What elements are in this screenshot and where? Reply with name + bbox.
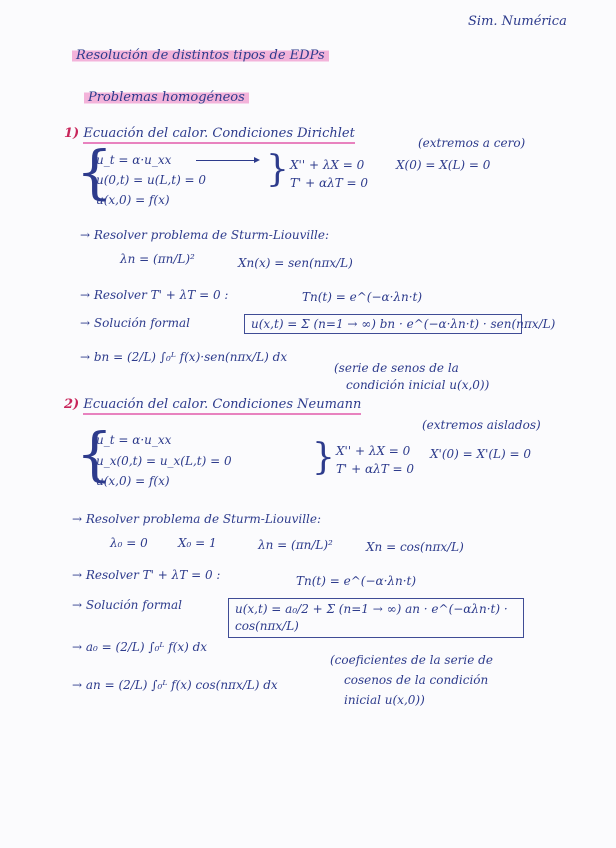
bn-note-line2: condición inicial u(x,0)) bbox=[346, 378, 490, 392]
section-subtitle: Problemas homogéneos bbox=[84, 90, 249, 105]
ode-t-2: T' + αλT = 0 bbox=[336, 462, 415, 476]
an-note-line3: inicial u(x,0)) bbox=[344, 693, 425, 707]
pde-equation-1: u_t = α·u_xx bbox=[96, 153, 172, 167]
left-brace-2: { bbox=[76, 420, 113, 488]
right-brace-2: } bbox=[312, 437, 335, 478]
coef-bn: → bn = (2/L) ∫₀ᴸ f(x)·sen(nπx/L) dx bbox=[80, 350, 288, 364]
course-label: Sim. Numérica bbox=[468, 14, 567, 29]
bn-note-line1: (serie de senos de la bbox=[334, 361, 459, 375]
x-bc-1: X(0) = X(L) = 0 bbox=[396, 158, 491, 172]
step-sturm-1: → Resolver problema de Sturm-Liouville: bbox=[80, 228, 330, 242]
formal-solution-box-2: u(x,t) = a₀/2 + Σ (n=1 → ∞) an · e^(−αλn·t) · cos(nπx/L) bbox=[228, 598, 524, 638]
left-brace-1: { bbox=[76, 138, 113, 206]
eigenfunction-1: Xn(x) = sen(nπx/L) bbox=[238, 256, 353, 270]
initial-condition-1: u(x,0) = f(x) bbox=[96, 193, 170, 207]
boundary-condition-1: u(0,t) = u(L,t) = 0 bbox=[96, 173, 207, 187]
tn-solution-1: Tn(t) = e^(−α·λn·t) bbox=[302, 290, 423, 304]
step-sturm-2: → Resolver problema de Sturm-Liouville: bbox=[72, 512, 322, 526]
coef-an: → an = (2/L) ∫₀ᴸ f(x) cos(nπx/L) dx bbox=[72, 678, 278, 692]
an-note-line1: (coeficientes de la serie de bbox=[330, 653, 493, 667]
coef-a0: → a₀ = (2/L) ∫₀ᴸ f(x) dx bbox=[72, 640, 208, 654]
page-title: Resolución de distintos tipos de EDPs bbox=[72, 48, 329, 63]
ode-t-1: T' + αλT = 0 bbox=[290, 176, 369, 190]
eigenvalue-1: λn = (πn/L)² bbox=[120, 252, 195, 266]
section-2-heading: 2) Ecuación del calor. Condiciones Neumann bbox=[64, 397, 361, 412]
eigenvalue-zero: λ₀ = 0 bbox=[110, 536, 148, 550]
ode-x-1: X'' + λX = 0 bbox=[290, 158, 365, 172]
step-t-1: → Resolver T' + λT = 0 : bbox=[80, 288, 229, 302]
eigenfunction-2: Xn = cos(nπx/L) bbox=[366, 540, 464, 554]
section-1-heading: 1) Ecuación del calor. Condiciones Dirichlet bbox=[64, 126, 355, 141]
initial-condition-2: u(x,0) = f(x) bbox=[96, 474, 170, 488]
step-formal-1: → Solución formal bbox=[80, 316, 190, 330]
step-formal-2: → Solución formal bbox=[72, 598, 182, 612]
an-note-line2: cosenos de la condición bbox=[344, 673, 489, 687]
ode-x-2: X'' + λX = 0 bbox=[336, 444, 411, 458]
tn-solution-2: Tn(t) = e^(−α·λn·t) bbox=[296, 574, 417, 588]
eigenfunction-zero: X₀ = 1 bbox=[178, 536, 217, 550]
pde-equation-2: u_t = α·u_xx bbox=[96, 433, 172, 447]
x-bc-2: X'(0) = X'(L) = 0 bbox=[430, 447, 532, 461]
right-brace-1: } bbox=[266, 149, 289, 190]
step-t-2: → Resolver T' + λT = 0 : bbox=[72, 568, 221, 582]
boundary-condition-2: u_x(0,t) = u_x(L,t) = 0 bbox=[96, 454, 232, 468]
arrow-icon bbox=[196, 160, 258, 161]
eigenvalue-2: λn = (πn/L)² bbox=[258, 538, 333, 552]
formal-solution-box-1: u(x,t) = Σ (n=1 → ∞) bn · e^(−α·λn·t) · sen(nπx/L) bbox=[244, 314, 522, 334]
section-2-note: (extremos aislados) bbox=[422, 418, 541, 432]
section-1-note: (extremos a cero) bbox=[418, 136, 526, 150]
